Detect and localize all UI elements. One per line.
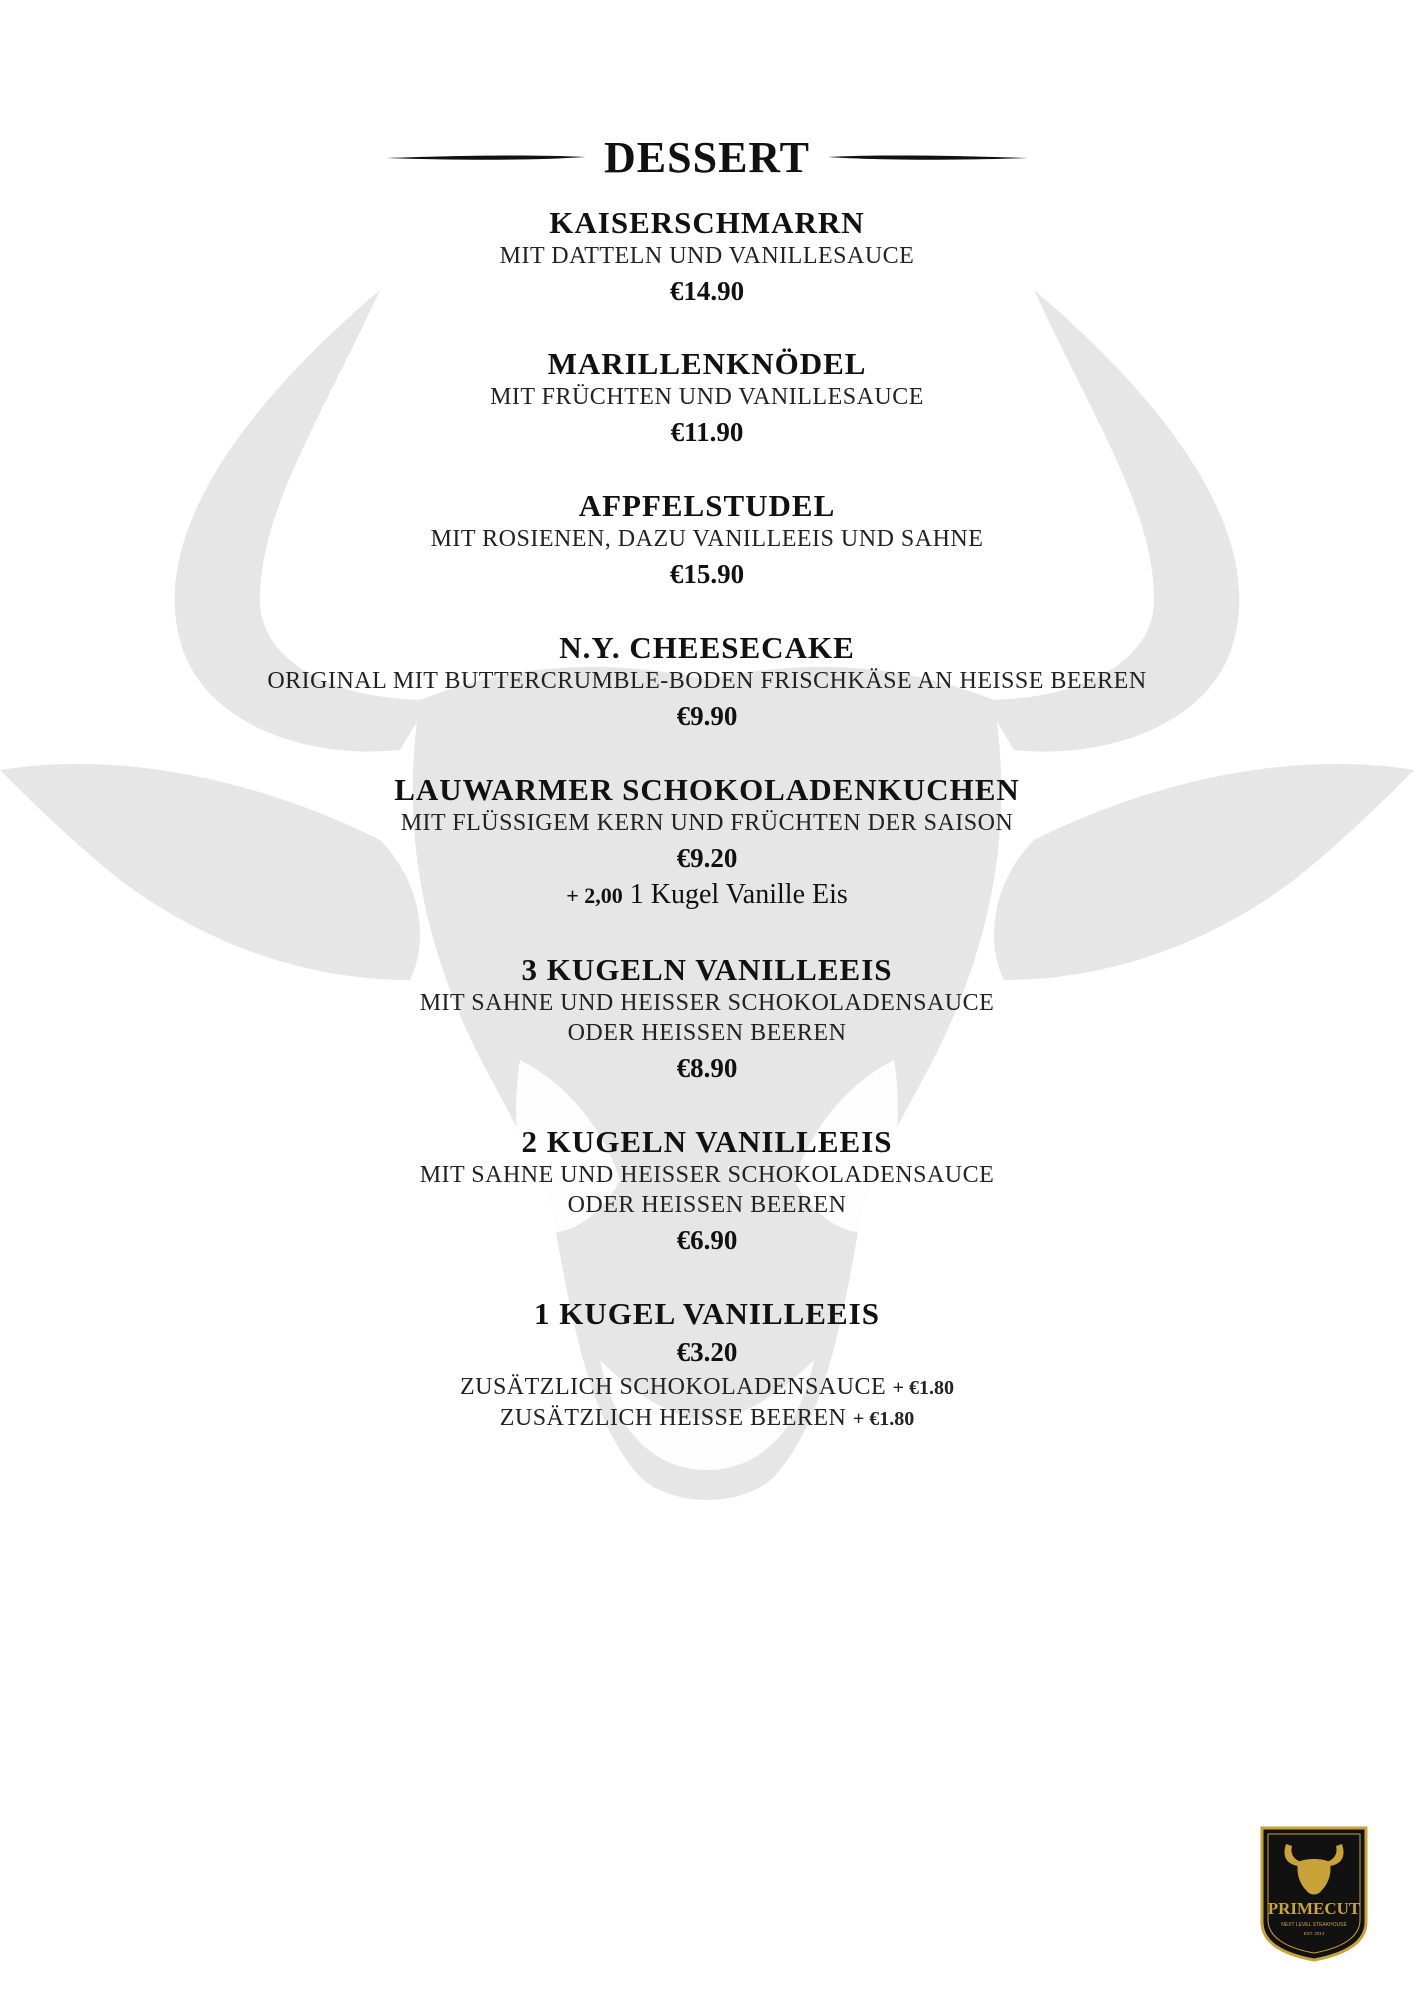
menu-item-cheesecake bbox=[0, 630, 1414, 736]
menu-heading-row bbox=[0, 132, 1414, 183]
item-name: 2 KUGELN VANILLEEIS bbox=[521, 1124, 893, 1159]
item-name: AFPFELSTUDEL bbox=[578, 488, 836, 523]
item-price: €8.90 bbox=[676, 1053, 738, 1083]
menu-item-kaiserschmarrn bbox=[0, 205, 1414, 311]
extra-text: 1 Kugel Vanille Eis bbox=[629, 879, 848, 910]
logo-est: EST. 2014 bbox=[1303, 1931, 1325, 1936]
item-price: €14.90 bbox=[669, 276, 745, 306]
menu-item-1-kugel bbox=[0, 1296, 1414, 1434]
item-description: ORIGINAL MIT BUTTERCRUMBLE-BODEN FRISCHKÄSE AN HEISSE BEEREN bbox=[267, 668, 1147, 694]
menu-item-2-kugeln bbox=[0, 1124, 1414, 1260]
addon-schokoladensauce bbox=[0, 1372, 1414, 1403]
addon-price: + €1.80 bbox=[892, 1377, 955, 1399]
extra-price: + 2,00 bbox=[566, 883, 623, 908]
item-description: MIT DATTELN UND VANILLESAUCE bbox=[499, 243, 915, 269]
menu-item-marillenknoedel bbox=[0, 346, 1414, 452]
item-price: €15.90 bbox=[669, 559, 745, 589]
item-price: €9.90 bbox=[676, 701, 738, 731]
item-name: MARILLENKNÖDEL bbox=[547, 346, 867, 381]
left-divider-icon bbox=[386, 151, 586, 165]
item-price: €3.20 bbox=[676, 1337, 738, 1367]
menu-item-apfelstrudel bbox=[0, 488, 1414, 594]
item-name: 1 KUGEL VANILLEEIS bbox=[534, 1296, 880, 1331]
item-name: LAUWARMER SCHOKOLADENKUCHEN bbox=[394, 772, 1020, 807]
addon-label: ZUSÄTZLICH HEISSE BEEREN bbox=[499, 1405, 847, 1431]
item-extra bbox=[0, 878, 1414, 913]
item-price: €11.90 bbox=[670, 417, 744, 447]
logo-name: PRIMECUT bbox=[1267, 1899, 1361, 1918]
addon-label: ZUSÄTZLICH SCHOKOLADENSAUCE bbox=[459, 1374, 887, 1400]
item-price: €6.90 bbox=[676, 1225, 738, 1255]
item-description: MIT SAHNE UND HEISSER SCHOKOLADENSAUCE bbox=[419, 1162, 995, 1188]
item-name: 3 KUGELN VANILLEEIS bbox=[521, 952, 893, 987]
menu-item-schokoladenkuchen bbox=[0, 772, 1414, 913]
menu-item-3-kugeln bbox=[0, 952, 1414, 1088]
addon-heisse-beeren bbox=[0, 1403, 1414, 1434]
primecut-logo bbox=[1256, 1822, 1372, 1962]
item-description-2: ODER HEISSEN BEEREN bbox=[567, 1192, 847, 1218]
logo-tagline: NEXT LEVEL STEAKHOUSE bbox=[1281, 1922, 1347, 1928]
item-description: MIT SAHNE UND HEISSER SCHOKOLADENSAUCE bbox=[419, 990, 995, 1016]
item-description-2: ODER HEISSEN BEEREN bbox=[567, 1020, 847, 1046]
item-price: €9.20 bbox=[676, 843, 738, 873]
item-name: N.Y. CHEESECAKE bbox=[559, 630, 855, 665]
menu-title: DESSERT bbox=[604, 133, 810, 182]
item-description: MIT FRÜCHTEN UND VANILLESAUCE bbox=[490, 384, 924, 410]
item-description: MIT FLÜSSIGEM KERN UND FRÜCHTEN DER SAISON bbox=[400, 810, 1014, 836]
addon-price: + €1.80 bbox=[852, 1408, 915, 1430]
right-divider-icon bbox=[828, 151, 1028, 165]
item-description: MIT ROSIENEN, DAZU VANILLEEIS UND SAHNE bbox=[430, 526, 984, 552]
item-name: KAISERSCHMARRN bbox=[549, 205, 865, 240]
